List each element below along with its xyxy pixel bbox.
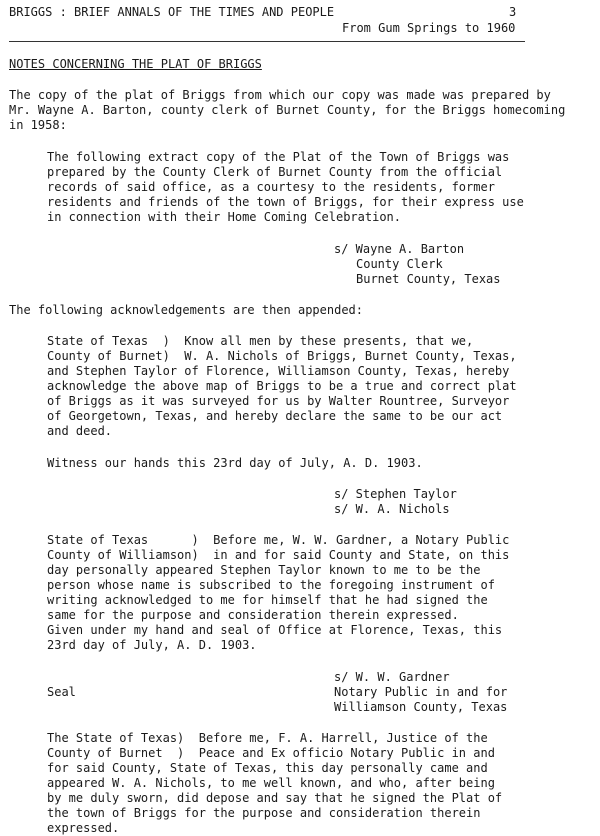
ack2-line: State of Texas ) Before me, W. W. Gardner, a Notary Public bbox=[47, 533, 510, 547]
ack2-line: writing acknowledged to me for himself that he had signed the bbox=[47, 593, 488, 607]
ack2-line: same for the purpose and consideration therein expressed. bbox=[47, 608, 459, 622]
ack1-line: of Briggs as it was surveyed for us by Walter Rountree, Surveyor bbox=[47, 394, 510, 408]
signature-line: s/ Stephen Taylor bbox=[334, 487, 457, 501]
seal-label: Seal bbox=[47, 685, 76, 699]
ack1-line: and deed. bbox=[47, 424, 113, 438]
intro-line: in 1958: bbox=[9, 118, 67, 132]
signature-line: Notary Public in and for bbox=[334, 685, 508, 699]
signature-line: Burnet County, Texas bbox=[356, 272, 501, 286]
signature-line: County Clerk bbox=[356, 257, 443, 271]
ack3-line: County of Burnet ) Peace and Ex officio Notary Public in and bbox=[47, 746, 495, 760]
ack3-line: appeared W. A. Nichols, to me well known, and who, after being bbox=[47, 776, 495, 790]
signature-line: Williamson County, Texas bbox=[334, 700, 508, 714]
signature-line: s/ W. W. Gardner bbox=[334, 670, 450, 684]
running-title: BRIGGS : BRIEF ANNALS OF THE TIMES AND PEOPLE bbox=[9, 5, 335, 19]
extract-line: The following extract copy of the Plat of the Town of Briggs was bbox=[47, 150, 510, 164]
header-rule bbox=[9, 41, 525, 42]
extract-line: records of said office, as a courtesy to the residents, former bbox=[47, 180, 495, 194]
signature-line: s/ W. A. Nichols bbox=[334, 502, 450, 516]
page-number: 3 bbox=[509, 5, 517, 19]
ack2-line: Given under my hand and seal of Office at Florence, Texas, this bbox=[47, 623, 503, 637]
intro-line: Mr. Wayne A. Barton, county clerk of Burnet County, for the Briggs homecoming bbox=[9, 103, 566, 117]
ack2-line: 23rd day of July, A. D. 1903. bbox=[47, 638, 257, 652]
ack1-line: County of Burnet) W. A. Nichols of Briggs, Burnet County, Texas, bbox=[47, 349, 517, 363]
ack2-line: day personally appeared Stephen Taylor known to me to be the bbox=[47, 563, 481, 577]
running-subtitle: From Gum Springs to 1960 bbox=[342, 21, 516, 35]
ack2-line: person whose name is subscribed to the foregoing instrument of bbox=[47, 578, 495, 592]
extract-line: prepared by the County Clerk of Burnet County from the official bbox=[47, 165, 503, 179]
ack2-line: County of Williamson) in and for said County and State, on this bbox=[47, 548, 510, 562]
ack1-line: of Georgetown, Texas, and hereby declare the same to be our act bbox=[47, 409, 503, 423]
ack3-line: for said County, State of Texas, this day personally came and bbox=[47, 761, 488, 775]
ack3-line: expressed. bbox=[47, 821, 120, 835]
ack3-line: The State of Texas) Before me, F. A. Harrell, Justice of the bbox=[47, 731, 488, 745]
ack1-line: State of Texas ) Know all men by these presents, that we, bbox=[47, 334, 474, 348]
ack3-line: by me duly sworn, did depose and say that he signed the Plat of bbox=[47, 791, 503, 805]
ack1-line: and Stephen Taylor of Florence, Williamson County, Texas, hereby bbox=[47, 364, 510, 378]
intro-line: The copy of the plat of Briggs from which our copy was made was prepared by bbox=[9, 88, 551, 102]
witness-line: Witness our hands this 23rd day of July, A. D. 1903. bbox=[47, 456, 423, 470]
extract-line: residents and friends of the town of Briggs, for their express use bbox=[47, 195, 524, 209]
ack3-line: the town of Briggs for the purpose and consideration therein bbox=[47, 806, 481, 820]
extract-line: in connection with their Home Coming Celebration. bbox=[47, 210, 402, 224]
signature-line: s/ Wayne A. Barton bbox=[334, 242, 465, 256]
acknowledgements-intro: The following acknowledgements are then appended: bbox=[9, 303, 364, 317]
section-heading: NOTES CONCERNING THE PLAT OF BRIGGS bbox=[9, 57, 262, 71]
ack1-line: acknowledge the above map of Briggs to be a true and correct plat bbox=[47, 379, 517, 393]
